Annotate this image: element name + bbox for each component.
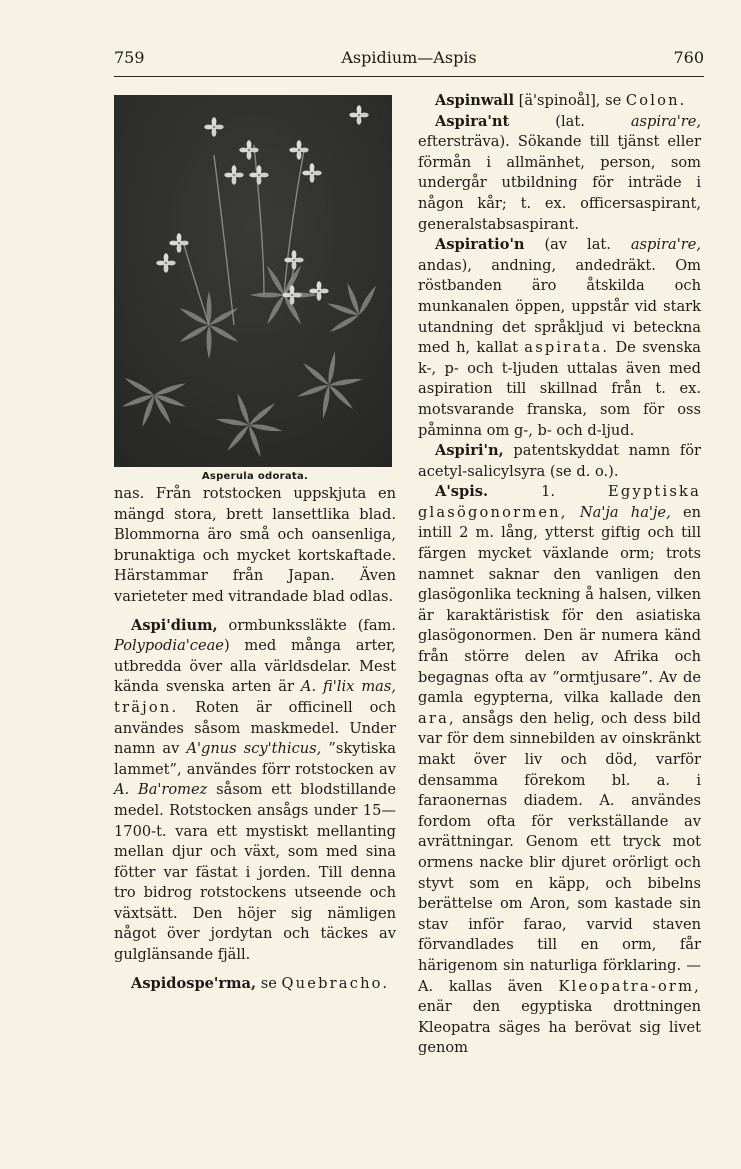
figure-caption: Asperula odorata. bbox=[201, 471, 309, 482]
cross-reference: Colon. bbox=[625, 92, 687, 109]
continued-paragraph: nas. Från rotstocken uppskjuta en mängd stora, brett lansettlika blad. Blommorna äro små och oansenliga, brunaktiga och mycket kortskaftade. Härstammar från Japan. Även varieteter med vitrandade blad odlas. bbox=[114, 485, 396, 605]
running-header bbox=[114, 48, 704, 74]
headword: Aspinwall bbox=[435, 92, 515, 109]
headword: Aspiri'n, bbox=[435, 442, 504, 460]
entry-aspirant: Aspira'nt (lat. aspira're, eftersträva). Sökande till tjänst eller förmån i allmänhet, person, som undergår utbildning för inträde i någon kår; t. ex. officersaspirant, generalstabsaspirant. bbox=[418, 112, 701, 233]
entry-aspirin: Aspiri'n, patentskyddat namn för acetyl-salicylsyra (se d. o.). bbox=[418, 442, 701, 480]
header-rule bbox=[114, 76, 704, 77]
entry-aspidosperma: Aspidospe'rma, se Quebracho. bbox=[131, 974, 390, 992]
headword: Aspi'dium, bbox=[131, 616, 218, 634]
asperula-photo bbox=[114, 95, 392, 467]
running-title: Aspidium—Aspis bbox=[341, 48, 477, 67]
entry-aspidium: Aspi'dium, ormbunkssläkte (fam. Polypodia'ceae) med många arter, utbredda över alla världsdelar. Mest kända svenska arten är A. fi'lix mas, träjon. Roten är officinell och användes såsom maskmedel. Under namn av A'gnus scy'thicus, ”skytiska lammet”, användes förr rotstocken av A. Ba'romez såsom ett blodstillande medel. Rotstocken ansågs under 15—1700-t. vara ett mystiskt mellanting mellan djur och växt, som med sina fötter var fästat i jorden. Till denna tro bidrog rotstockens utseende och växtsätt. Den höjer sig nämligen något över jordytan och täckes av gulglänsande fjäll. bbox=[114, 616, 396, 964]
right-column bbox=[418, 91, 701, 1059]
cross-reference: Quebracho. bbox=[281, 974, 390, 992]
headword: Aspiratio'n bbox=[435, 236, 525, 254]
headword: A'spis. bbox=[435, 483, 489, 501]
entry-aspiration: Aspiratio'n (av lat. aspira're, andas), andning, andedräkt. Om röstbanden äro åtskilda och munkanalen öppen, uppstår vid stark utandning det språkljud vi beteckna med h, kallat aspirata. De svenska k-, p- och t-ljuden uttalas även med aspiration till skillnad från t. ex. motsvarande franska, som för oss påminna om g-, b- och d-ljud. bbox=[418, 236, 701, 439]
entry-aspinwall: Aspinwall [ä'spinoål], se Colon. bbox=[435, 92, 687, 109]
left-column bbox=[114, 484, 396, 994]
headword: Aspira'nt bbox=[435, 112, 510, 130]
asperula-plant-illustration bbox=[114, 95, 392, 467]
page-number-left: 759 bbox=[114, 48, 145, 67]
page-number-right: 760 bbox=[673, 48, 704, 67]
headword: Aspidospe'rma, bbox=[131, 974, 257, 992]
entry-aspis: A'spis. 1. Egyptiska glasögonormen, Na'ja ha'je, en intill 2 m. lång, ytterst giftig och till färgen mycket växlande orm; trots namnet saknar den vanligen den glasögonlika teckning å halsen, vilken är karaktäristisk för den asiatiska glasögonormen. Den är numera känd från större delen av Afrika och begagnas ofta av ”ormtjusare”. Av de gamla egypterna, vilka kallade den ara, ansågs den helig, och dess bild var för dem sinnebilden av oinskränkt makt över liv och död, varför densamma förekom bl. a. i faraonernas diadem. A. användes fordom ofta för verkställande av avrättningar. Genom ett tryck mot ormens nacke blir djuret orörligt och styvt som en käpp, och bibelns berättelse om Aron, som kastade sin stav inför farao, varvid staven förvandlades till en orm, får härigenom sin naturliga förklaring. — A. kallas även Kleopatra-orm, enär den egyptiska drottningen Kleopatra säges ha berövat sig livet genom bbox=[418, 483, 701, 1057]
